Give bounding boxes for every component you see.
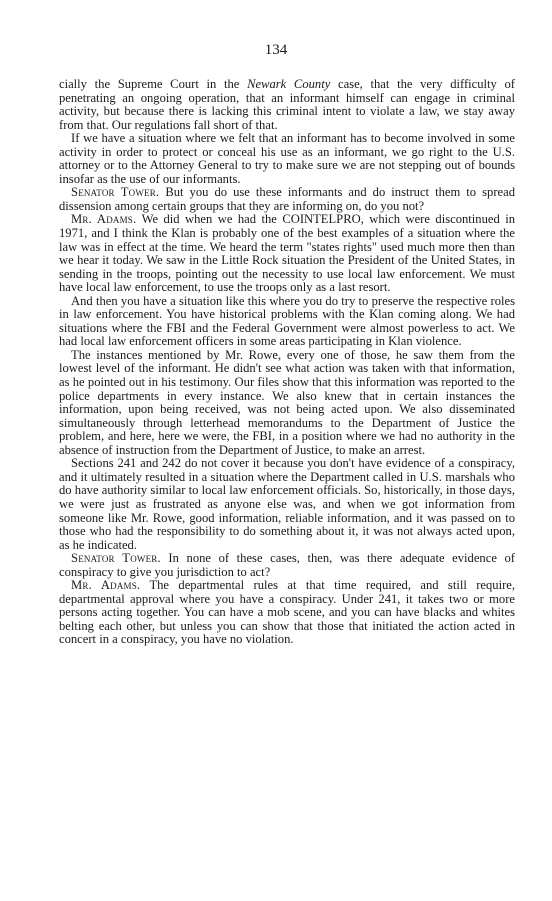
paragraph-5 <box>59 295 515 349</box>
case-name-italic: Newark County <box>247 77 331 91</box>
paragraph-9 <box>59 579 515 647</box>
text-run: In none of these cases, then, was there adequate evidence of conspiracy to give you jurisdiction to act? <box>59 551 515 579</box>
text-run: cially the Supreme Court in the <box>59 77 248 91</box>
speaker-name: Senator Tower. <box>71 551 161 566</box>
paragraph-7 <box>59 457 515 552</box>
text-run: We did when we had the COINTELPRO, which were discontinued in 1971, and I think the Klan is probably one of the best examples of a situation where the law was in effect at the time. We heard the term "states rights" used much more then than we hear it today. We saw in the Little Rock situation the President of the United States, in sending in the troops, pointing out the necessity to use local law enforcement. We must have local law enforcement, to use the troops only as a last resort. <box>59 212 516 295</box>
text-run: But you do use these informants and do instruct them to spread dissension among certain groups that they are informing on, do you not? <box>59 185 515 213</box>
paragraph-2 <box>59 132 515 186</box>
speaker-name: Mr. Adams. <box>71 578 141 593</box>
text-run: And then you have a situation like this where you do try to preserve the respective roles in law enforcement. You have historical problems with the Klan coming along. We had situations where the FBI and the Federal Government were almost powerless to act. We had local law enforcement officers in some areas participating in Klan violence. <box>59 293 515 349</box>
paragraph-3 <box>59 186 515 213</box>
text-run: The departmental rules at that time required, and still require, departmental approval where you have a conspiracy. Under 241, it takes two or more persons acting together. You can have a mob scene, and you can have blacks and whites belting each other, but unless you can show that those that initiated the action acted in concert in a conspiracy, you have no violation. <box>59 578 516 647</box>
paragraph-4 <box>59 213 515 294</box>
speaker-name: Senator Tower. <box>71 185 160 200</box>
paragraph-8 <box>59 552 515 579</box>
paragraph-1 <box>59 78 515 132</box>
speaker-name: Mr. Adams. <box>71 212 137 227</box>
document-body <box>59 78 515 647</box>
text-run: The instances mentioned by Mr. Rowe, every one of those, he saw them from the lowest level of the informant. He didn't see what action was taken with that information, as he pointed out in his testimony. Our files show that this information was reported to the police departments in every instance. We also knew that in certain instances the information, upon being received, was not being acted upon. We also disseminated simultaneously through letterhead memorandums to the Department of Justice the problem, and here, here we were, the FBI, in a position where we had no authority in the absence of instruction from the Department of Justice, to make an arrest. <box>59 347 515 457</box>
text-run: case, that the very difficulty of penetrating an ongoing operation, that an informant himself can engage in criminal activity, but because there is lacking this criminal intent to violate a law, we stay away from that. Our regulations fall short of that. <box>59 77 515 132</box>
text-run: If we have a situation where we felt that an informant has to become involved in some activity in order to protect or conceal his use as an informant, we go right to the U.S. attorney or to the Attorney General to try to make sure we are not stepping out of bounds insofar as the use of our informants. <box>59 131 515 186</box>
page-number: 134 <box>264 42 288 58</box>
paragraph-6 <box>59 349 515 457</box>
text-run: Sections 241 and 242 do not cover it because you don't have evidence of a conspiracy, and it ultimately resulted in a situation where the Department called in U.S. marshals who do have authority similar to local law enforcement officials. So, historically, in those days, we were just as frustrated as anyone else was, and when we got information from someone like Mr. Rowe, good information, reliable information, and it was passed on to those who had the responsibility to do something about it, it was not always acted upon, as he indicated. <box>59 456 515 552</box>
